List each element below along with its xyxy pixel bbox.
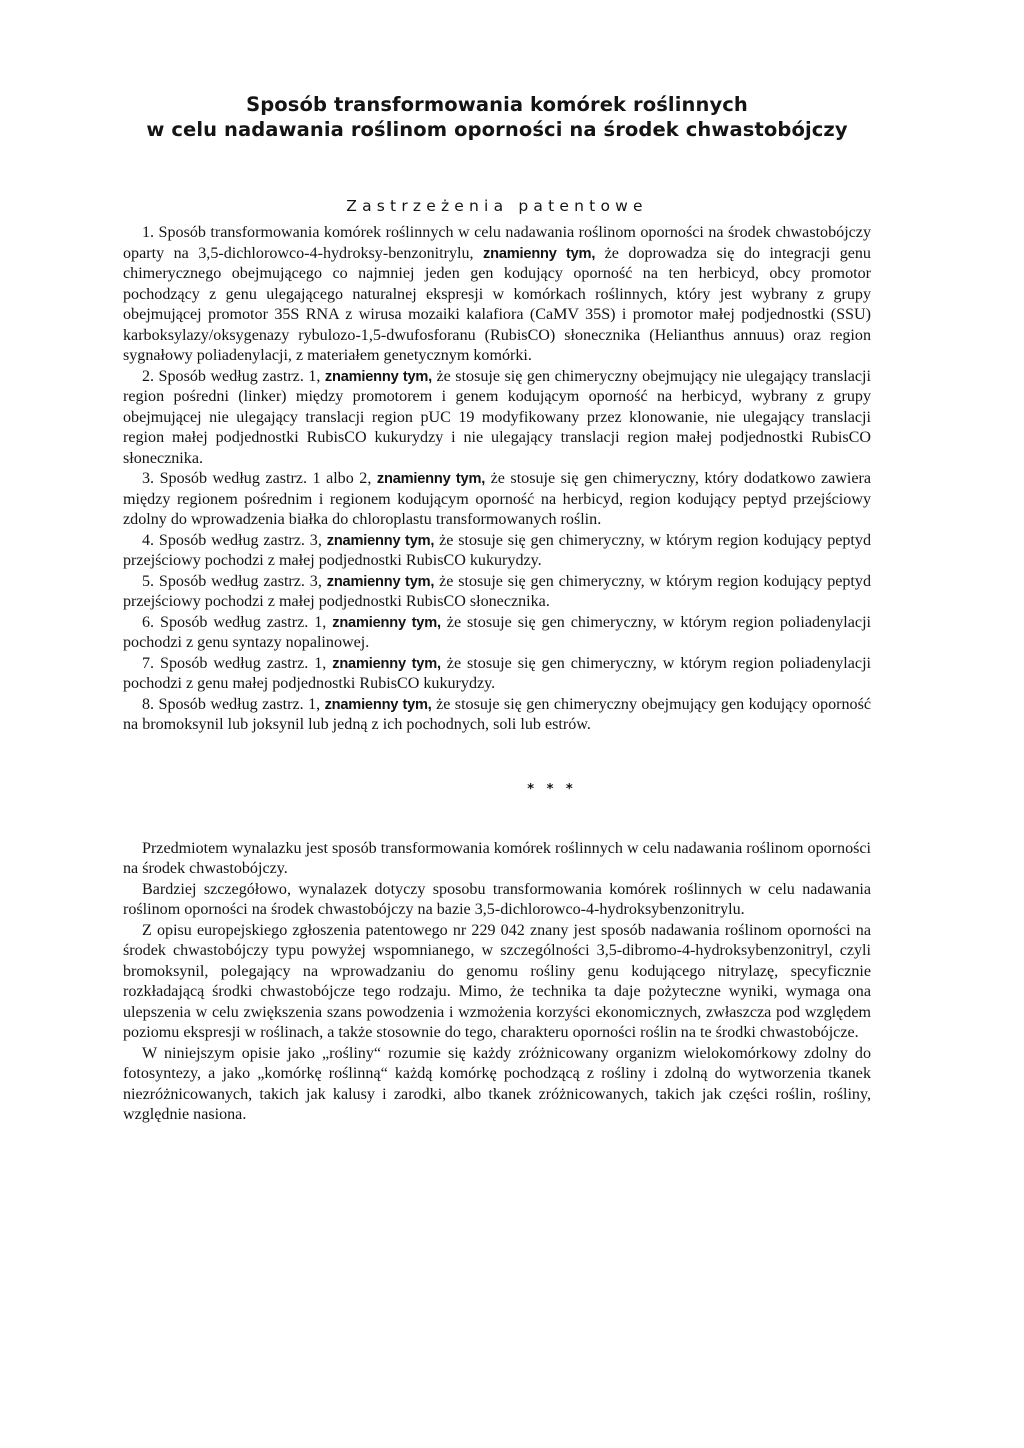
claim-2: 2. Sposób według zastrz. 1, znamienny tym, że stosuje się gen chimeryczny obejmujący nie ulegający translacji region pośredni (linker) między promotorem i genem kodującym oporność na herbicyd, wybrany z grupy obejmującej nie ulegający translacji region pUC 19 modyfikowany przez klonowanie, nie ulegający translacji region małej podjednostki RubisCO kukurydzy i nie ulegający translacji region małej podjednostki RubisCO słonecznika.	[123, 367, 871, 467]
claim-3: 3. Sposób według zastrz. 1 albo 2, znamienny tym, że stosuje się gen chimeryczny, który dodatkowo zawiera między regionem pośrednim i regionem kodującym oporność na herbicyd, region kodujący peptyd przejściowy zdolny do wprowadzenia białka do chloroplastu transformowanych roślin.	[123, 470, 871, 528]
description-paragraph-3: Z opisu europejskiego zgłoszenia patentowego nr 229 042 znany jest sposób nadawania roślinom oporności na środek chwastobójczy typu powyżej wspomnianego, w szczególności 3,5-dibromo-4-hydroksybenzonitryl, czyli bromoksynil, polegający na wprowadzaniu do genomu rośliny genu kodującego nitrylazę, specyficznie rozkładającą środki chwastobójcze tego rodzaju. Mimo, że technika ta daje pożyteczne wyniki, wymaga ona ulepszenia w celu zwiększenia szans powodzenia i wzmożenia korzyści ekonomicznych, zwłaszcza pod względem poziomu ekspresji w roślinach, a także stosownie do tego, charakteru oporności roślin na te środki chwastobójcze.	[123, 921, 871, 1041]
claims-section	[123, 223, 871, 736]
description-section	[123, 839, 871, 1126]
description-paragraph-1: Przedmiotem wynalazku jest sposób transformowania komórek roślinnych w celu nadawania roślinom oporności na środek chwastobójczy.	[123, 839, 871, 877]
title-line-1: Sposób transformowania komórek roślinnych	[246, 93, 748, 116]
claim-4: 4. Sposób według zastrz. 3, znamienny tym, że stosuje się gen chimeryczny, w którym region kodujący peptyd przejściowy pochodzi z małej podjednostki RubisCO kukurydzy.	[123, 531, 871, 569]
claim-1: 1. Sposób transformowania komórek roślinnych w celu nadawania roślinom oporności na środek chwastobójczy oparty na 3,5-dichlorowco-4-hydroksy-benzonitrylu, znamienny tym, że doprowadza się do integracji genu chimerycznego obejmującego co najmniej jeden gen kodujący oporność na ten herbicyd, obcy promotor pochodzący z genu ulegającego naturalnej ekspresji w komórkach roślinnych, który jest wybrany z grupy obejmującej promotor 35S RNA z wirusa mozaiki kalafiora (CaMV 35S) i promotor małej podjednostki (SSU) karboksylazy/oksygenazy rybulozo-1,5-dwufosforanu (RubisCO) słonecznika (Helianthus annuus) oraz region sygnałowy poliadenylacji, z materiałem genetycznym komórki.	[123, 224, 871, 364]
claims-heading: Zastrzeżenia patentowe	[346, 197, 648, 215]
patent-page	[123, 92, 871, 1126]
title-line-2: w celu nadawania roślinom oporności na środek chwastobójczy	[146, 118, 848, 141]
claim-5: 5. Sposób według zastrz. 3, znamienny tym, że stosuje się gen chimeryczny, w którym region kodujący peptyd przejściowy pochodzi z małej podjednostki RubisCO słonecznika.	[123, 572, 871, 610]
claim-6: 6. Sposób według zastrz. 1, znamienny tym, że stosuje się gen chimeryczny, w którym region poliadenylacji pochodzi z genu syntazy nopalinowej.	[123, 613, 872, 651]
description-paragraph-4: W niniejszym opisie jako „rośliny“ rozumie się każdy zróżnicowany organizm wielokomórkowy zdolny do fotosyntezy, a jako „komórkę roślinną“ każdą komórkę pochodzącą z rośliny i zdolną do wytworzenia tkanek niezróżnicowanych, takich jak kalusy i zarodki, albo tkanek zróżnicowanych, takich jak części roślin, rośliny, względnie nasiona.	[123, 1044, 871, 1123]
document-title	[123, 92, 871, 142]
claim-7: 7. Sposób według zastrz. 1, znamienny tym, że stosuje się gen chimeryczny, w którym region poliadenylacji pochodzi z genu małej podjednostki RubisCO kukurydzy.	[123, 654, 872, 692]
claim-8: 8. Sposób według zastrz. 1, znamienny tym, że stosuje się gen chimeryczny obejmujący gen kodujący oporność na bromoksynil lub joksynil lub jedną z ich pochodnych, soli lub estrów.	[123, 695, 871, 733]
description-paragraph-2: Bardziej szczegółowo, wynalazek dotyczy sposobu transformowania komórek roślinnych w celu nadawania roślinom oporności na środek chwastobójczy na bazie 3,5-dichlorowco-4-hydroksybenzonitrylu.	[123, 880, 871, 918]
section-separator: * * *	[527, 781, 577, 797]
